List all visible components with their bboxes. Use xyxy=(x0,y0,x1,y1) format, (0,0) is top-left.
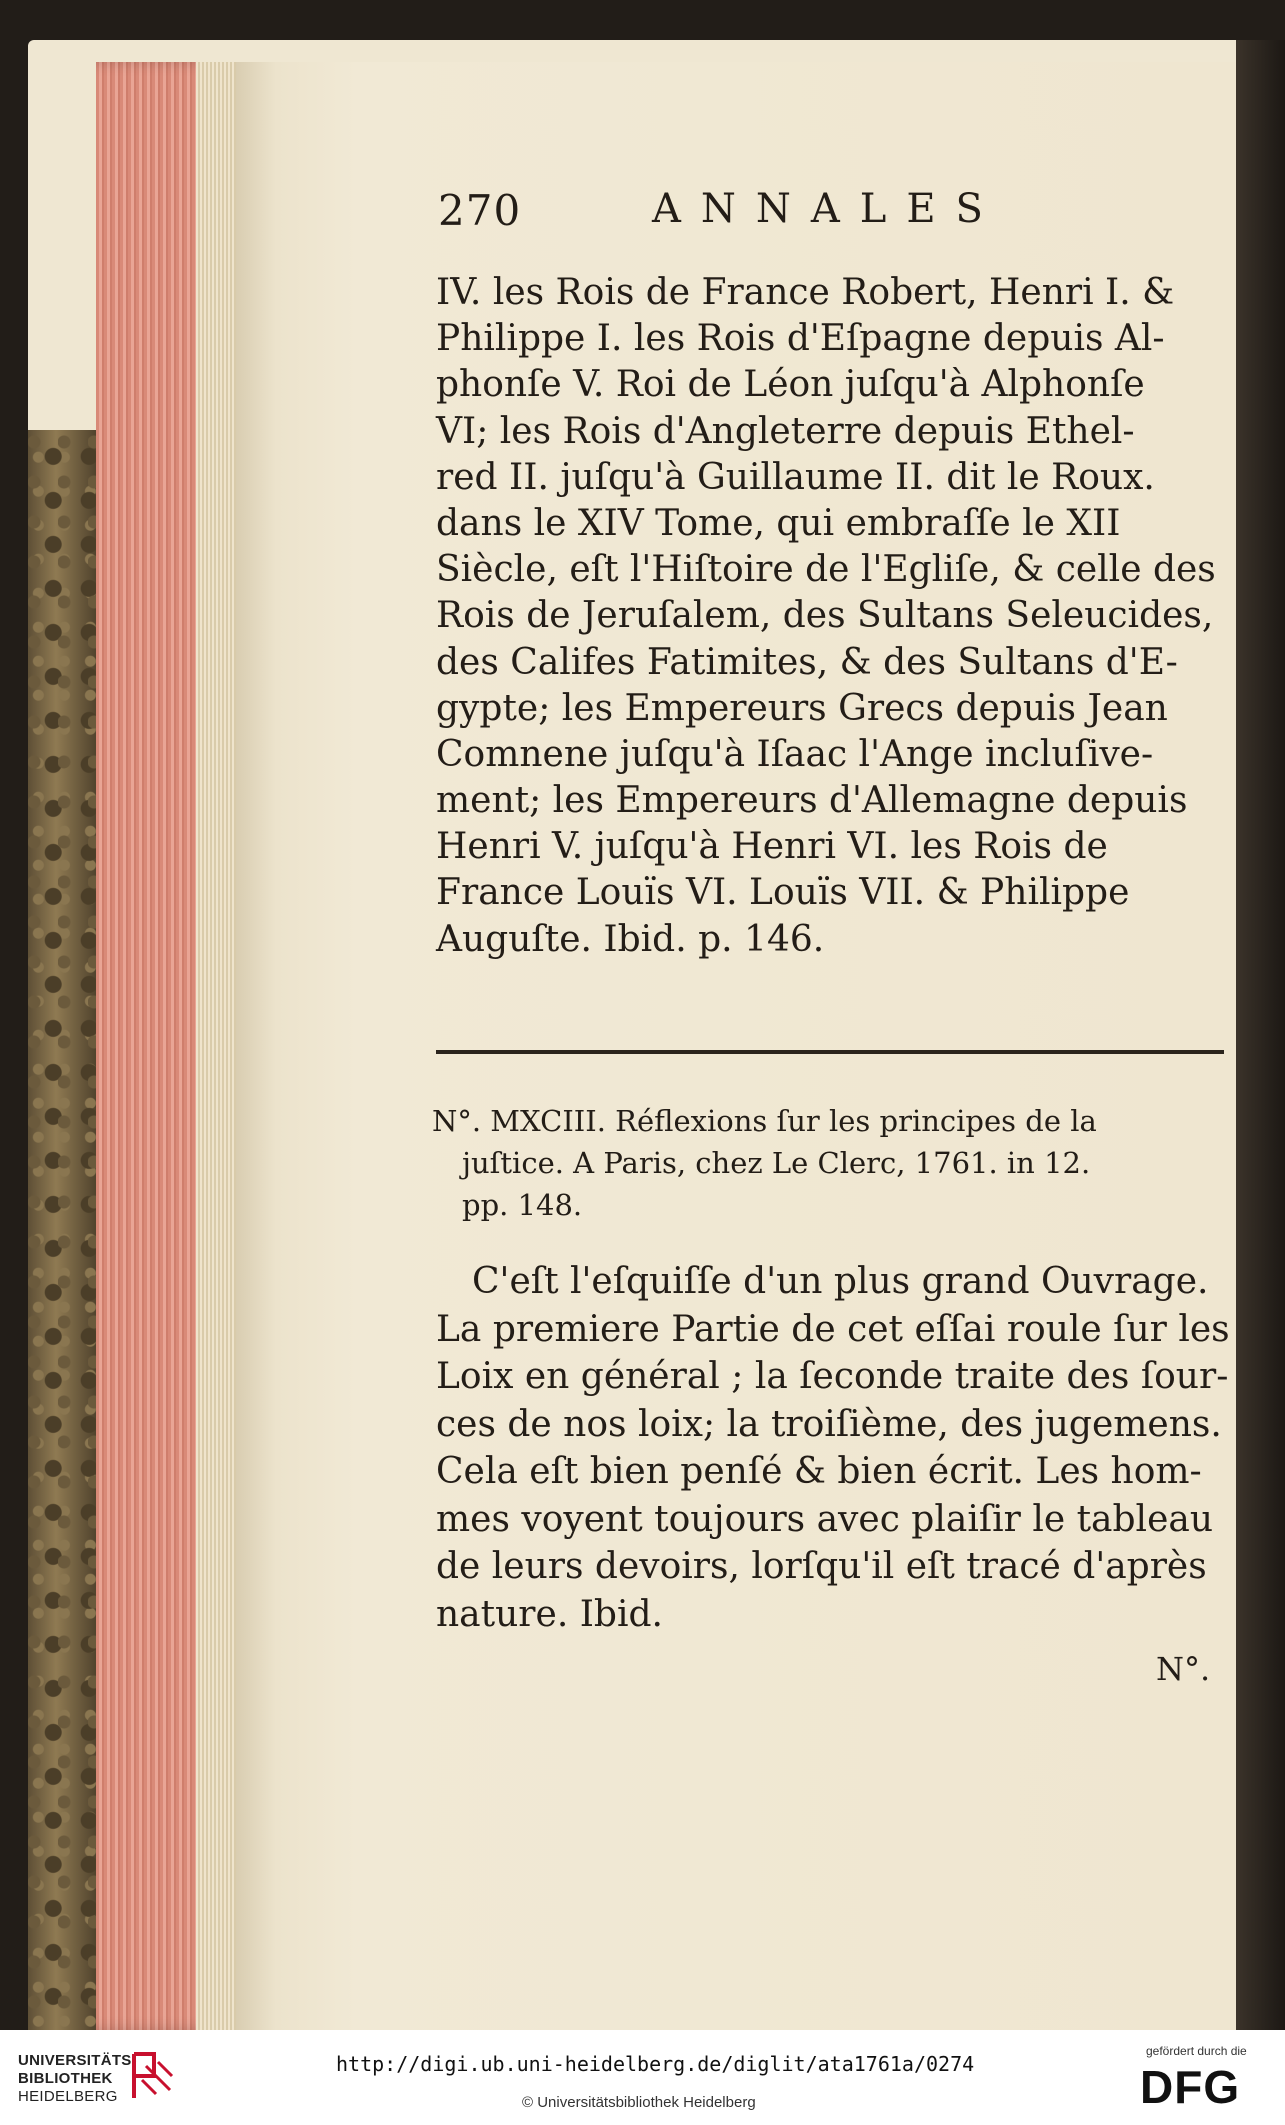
page-edges-inner xyxy=(196,62,236,2030)
right-binding-shadow xyxy=(1236,40,1285,2030)
catchword: N°. xyxy=(1156,1650,1211,1688)
entry-line: juſtice. A Paris, chez Le Clerc, 1761. in 12. xyxy=(462,1146,1091,1180)
body-line: IV. les Rois de France Robert, Henri I. & xyxy=(436,272,1175,313)
body-line: red II. juſqu'à Guillaume II. dit le Roux. xyxy=(436,456,1155,498)
entry-line: N°. MXCIII. Réflexions ſur les principes de la xyxy=(432,1104,1097,1138)
copyright-notice: © Universitätsbibliothek Heidelberg xyxy=(522,2094,756,2111)
paragraph-line: La premiere Partie de cet eſſai roule ſur les xyxy=(436,1308,1230,1350)
dfg-logo: DFG xyxy=(1140,2061,1241,2113)
body-line: ment; les Empereurs d'Allemagne depuis xyxy=(436,780,1188,822)
marbled-cover-edge xyxy=(28,430,98,2030)
body-line: Philippe I. les Rois d'Eſpagne depuis Al- xyxy=(436,318,1165,360)
permalink-url[interactable]: http://digi.ub.uni-heidelberg.de/diglit/ata1761a/0274 xyxy=(336,2052,975,2076)
library-name-line: BIBLIOTHEK xyxy=(18,2070,113,2087)
paragraph-line: C'eſt l'eſquiſſe d'un plus grand Ouvrage. xyxy=(472,1261,1209,1302)
body-line: Siècle, eſt l'Hiſtoire de l'Egliſe, & celle des xyxy=(436,549,1216,591)
footer-bar xyxy=(0,2030,1285,2125)
paragraph-line: Cela eſt bien penſé & bien écrit. Les hom- xyxy=(436,1451,1202,1492)
library-logo-icon xyxy=(128,2048,176,2104)
paragraph-line: nature. Ibid. xyxy=(436,1593,663,1635)
body-line: des Califes Fatimites, & des Sultans d'E- xyxy=(436,641,1178,683)
body-text xyxy=(436,270,1236,963)
library-name xyxy=(18,2052,137,2106)
page-number: 270 xyxy=(438,186,522,235)
body-line: dans le XIV Tome, qui embraſſe le XII xyxy=(436,502,1121,544)
body-line: Comnene juſqu'à Iſaac l'Ange incluſive- xyxy=(436,733,1154,775)
body-line: France Louïs VI. Louïs VII. & Philippe xyxy=(436,872,1130,914)
running-title: ANNALES xyxy=(652,186,1003,232)
paragraph-line: ces de nos loix; la troiſième, des jugemens. xyxy=(436,1403,1222,1445)
body-line: Henri V. juſqu'à Henri VI. les Rois de xyxy=(436,826,1108,868)
library-name-line: HEIDELBERG xyxy=(18,2088,118,2105)
entry-heading xyxy=(432,1100,1097,1226)
paragraph-line: mes voyent toujours avec plaiſir le tableau xyxy=(436,1498,1214,1540)
entry-line: pp. 148. xyxy=(462,1188,583,1222)
body-line: Rois de Jeruſalem, des Sultans Seleucides, xyxy=(436,595,1214,637)
body-line: VI; les Rois d'Angleterre depuis Ethel- xyxy=(436,410,1135,452)
body-line: phonſe V. Roi de Léon juſqu'à Alphonſe xyxy=(436,364,1145,406)
paragraph-line: Loix en général ; la ſeconde traite des ſour- xyxy=(436,1356,1229,1397)
section-divider xyxy=(436,1050,1224,1054)
paragraph-line: de leurs devoirs, lorſqu'il eſt tracé d'après xyxy=(436,1546,1207,1587)
library-name-line: UNIVERSITÄTS- xyxy=(18,2052,137,2069)
body-line: gypte; les Empereurs Grecs depuis Jean xyxy=(436,687,1168,729)
review-paragraph xyxy=(436,1258,1230,1638)
body-line: Auguſte. Ibid. p. 146. xyxy=(436,918,825,960)
funding-label: gefördert durch die xyxy=(1146,2044,1247,2058)
